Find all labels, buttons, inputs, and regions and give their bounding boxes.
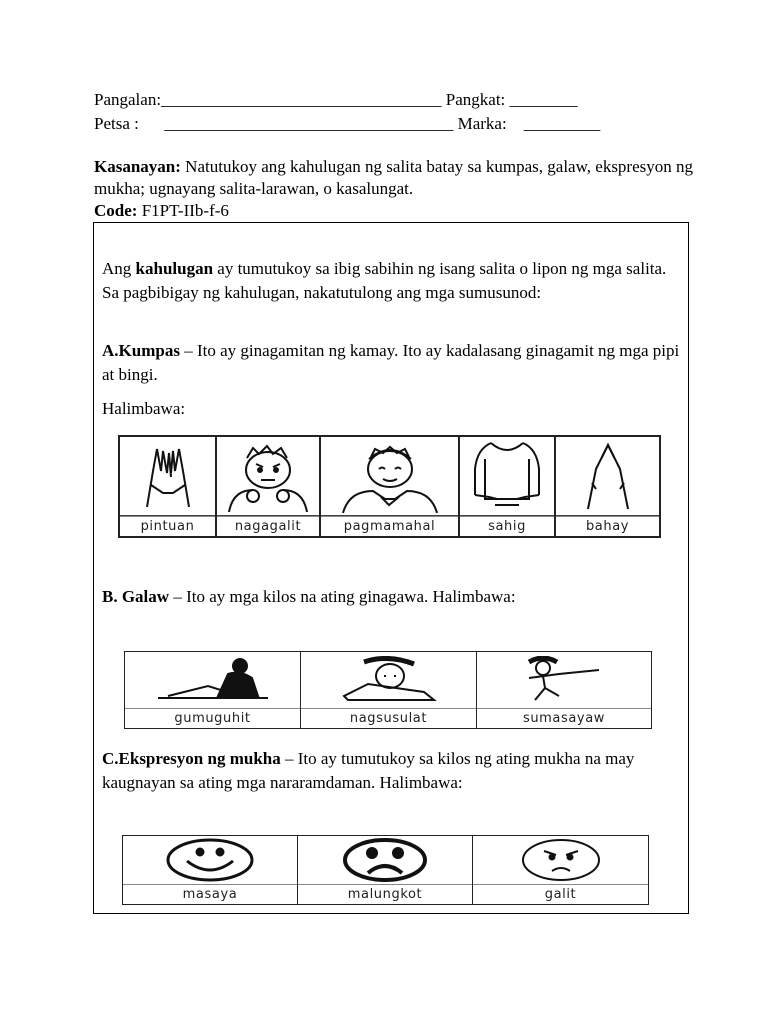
kumpas-title: A.Kumpas <box>102 341 180 360</box>
date-score-line: Petsa : __________________________________ Marka: _________ <box>94 114 601 133</box>
sad-face-icon <box>298 836 472 884</box>
caption: nagagalit <box>217 516 319 536</box>
galaw-paragraph: B. Galaw – Ito ay mga kilos na ating ginagawa. Halimbawa: <box>102 587 516 606</box>
loving-child-image <box>321 437 458 516</box>
caption: masaya <box>123 884 297 904</box>
kumpas-cell-sahig <box>460 437 556 536</box>
galaw-cell-nagsusulat <box>301 652 477 728</box>
mukha-title: C.Ekspresyon ng mukha <box>102 749 281 768</box>
dancing-child-image <box>477 652 651 708</box>
caption: pagmamahal <box>321 516 458 536</box>
galaw-title: B. Galaw <box>102 587 170 606</box>
kumpas-cell-pintuan <box>120 437 217 536</box>
kumpas-example-label: Halimbawa: <box>102 399 186 418</box>
hands-door-image <box>120 437 215 516</box>
caption: galit <box>473 884 648 904</box>
competency-label: Kasanayan: <box>94 157 181 176</box>
caption: sumasayaw <box>477 708 651 728</box>
competency-text: Natutukoy ang kahulugan ng salita batay sa kumpas, galaw, ekspresyon ng mukha; ugnayang salita-larawan, o kasalungat. <box>94 157 694 198</box>
galaw-strip <box>124 651 652 729</box>
galaw-cell-gumuguhit <box>125 652 301 728</box>
caption: sahig <box>460 516 554 536</box>
caption: bahay <box>556 516 659 536</box>
house-sign-image <box>556 437 659 516</box>
angry-child-image <box>217 437 319 516</box>
kumpas-cell-pagmamahal <box>321 437 460 536</box>
code-value: F1PT-IIb-f-6 <box>137 201 229 220</box>
lesson-box <box>93 222 689 914</box>
mukha-cell-galit <box>473 836 648 904</box>
name-group-line: Pangalan:_________________________________ Pangkat: ________ <box>94 90 578 109</box>
mukha-strip <box>122 835 649 905</box>
caption: gumuguhit <box>125 708 300 728</box>
caption: nagsusulat <box>301 708 476 728</box>
happy-face-icon <box>123 836 297 884</box>
drawing-child-image <box>125 652 300 708</box>
galaw-cell-sumasayaw <box>477 652 651 728</box>
caption: malungkot <box>298 884 472 904</box>
mukha-cell-malungkot <box>298 836 473 904</box>
writing-child-image <box>301 652 476 708</box>
floor-sign-image <box>460 437 554 516</box>
kahulugan-term: kahulugan <box>135 259 214 278</box>
kumpas-paragraph: A.Kumpas – Ito ay ginagamitan ng kamay. Ito ay kadalasang ginagamit ng mga pipi at bingi. <box>102 341 680 384</box>
intro-paragraph: Ang kahulugan ay tumutukoy sa ibig sabihin ng isang salita o lipon ng mga salita. Sa pagbibigay ng kahulugan, nakatutulong ang mga sumusunod: <box>102 259 667 302</box>
kumpas-strip <box>118 435 661 538</box>
mukha-paragraph: C.Ekspresyon ng mukha – Ito ay tumutukoy sa kilos ng ating mukha na may kaugnayan sa ating mga nararamdaman. Halimbawa: <box>102 749 635 792</box>
kumpas-cell-bahay <box>556 437 659 536</box>
code-label: Code: <box>94 201 138 220</box>
kumpas-cell-nagagalit <box>217 437 321 536</box>
angry-face-icon <box>473 836 648 884</box>
competency <box>94 156 694 222</box>
caption: pintuan <box>120 516 215 536</box>
mukha-cell-masaya <box>123 836 298 904</box>
